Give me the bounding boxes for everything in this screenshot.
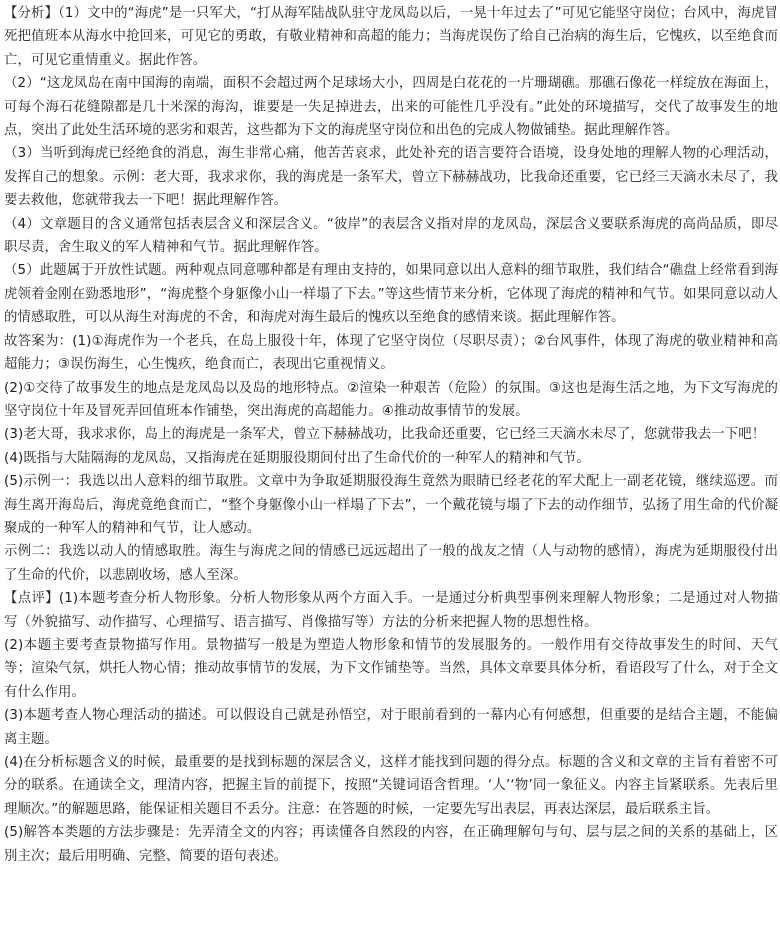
- analysis-paragraph-3: （3）当听到海虎已经绝食的消息，海生非常心痛，他苦苦哀求，此处补充的语言要符合语境，设身处地的理解人物的心理活动，发挥自己的想象。示例：老大哥，我求求你，我的海虎是一条军犬，曾立下赫赫战功，比我命还重要，它已经三天滴水未尽了，我要去救他，您就带我去一下吧！据此理解作答。: [4, 146, 778, 209]
- analysis-paragraph-4: （4）文章题目的含义通常包括表层含义和深层含义。“彼岸”的表层含义指对岸的龙凤岛，深层含义要联系海虎的高尚品质，即尽职尽责，舍生取义的军人精神和气节。据此理解作答。: [4, 216, 778, 256]
- answer-paragraph-4: (4)既指与大陆隔海的龙凤岛，又指海虎在延期服役期间付出了生命代价的一种军人的精神和气节。: [4, 450, 590, 466]
- answer-paragraph-3: (3)老大哥，我求求你，岛上的海虎是一条军犬，曾立下赫赫战功，比我命还重要，它已经三天滴水未尽了，您就带我去一下吧！: [4, 427, 766, 443]
- comment-paragraph-2: (2)本题主要考查景物描写作用。景物描写一般是为塑造人物形象和情节的发展服务的。一般作用有交待故事发生的时间、天气等；渲染气氛，烘托人物心情；推动故事情节的发展，为下文作铺垫等。当然，具体文章要具体分析，看语段写了什么，对于全文有什么作用。: [4, 637, 778, 700]
- comment-paragraph-1: 【点评】(1)本题考查分析人物形象。分析人物形象从两个方面入手。一是通过分析典型事例来理解人物形象；二是通过对人物描写（外貌描写、动作描写、心理描写、语言描写、肖像描写等）方法的分析来把握人物的思想性格。: [4, 591, 778, 630]
- answer-paragraph-2: (2)①交待了故事发生的地点是龙凤岛以及岛的地形特点。②渲染一种艰苦（危险）的氛围。③这也是海生活之地，为下文写海虎的坚守岗位十年及冒死弄回值班本作铺垫，突出海虎的高超能力。④推动故事情节的发展。: [4, 380, 778, 419]
- answer-paragraph-5-example-2: 示例二：我选以动人的情感取胜。海生与海虎之间的情感已远远超出了一般的战友之情（人与动物的感情），海虎为延期服役付出了生命的代价，以悲剧收场，感人至深。: [4, 544, 778, 583]
- answer-paragraph-5-example-1: (5)示例一：我选以出人意料的细节取胜。文章中为争取延期服役海生竟然为眼睛已经老花的军犬配上一副老花镜，继续巡逻。而海生离开海岛后，海虎竟绝食而亡，“整个身躯像小山一样塌了下去”，一个戴花镜与塌了下去的动作细节，弘扬了用生命的代价凝聚成的一种军人的精神和气节，让人感动。: [4, 474, 778, 536]
- analysis-paragraph-5: （5）此题属于开放性试题。两种观点同意哪种都是有理由支持的，如果同意以出人意料的细节取胜，我们结合“礁盘上经常看到海虎领着金刚在勁悉地形”，“海虎整个身躯像小山一样塌了下去。”等这些情节来分析，它体现了海虎的精神和气节。如果同意以动人的情感取胜，可以从海生对海虎的不舍，和海虎对海生最后的愧疚以至绝食的感情来谈。据此理解作答。: [4, 263, 778, 326]
- analysis-paragraph-1: 【分析】（1）文中的“海虎”是一只军犬，“打从海军陆战队驻守龙凤岛以后，一晃十年过去了”可见它能坚守岗位；台风中，海虎冒死把值班本从海水中抢回来，可见它的勇敢，有敬业精神和高超的能力；当海虎误伤了给自己治病的海生后，它愧疚，以至绝食而亡，可见它重情重义。据此作答。: [4, 6, 778, 68]
- comment-paragraph-5: (5)解答本类题的方法步骤是：先弄清全文的内容；再读懂各自然段的内容，在正确理解句与句、层与层之间的关系的基础上，区別主次；最后用明确、完整、简要的语句表述。: [4, 825, 778, 864]
- comment-paragraph-3: (3)本题考查人物心理活动的描述。可以假设自己就是孙悟空，对于眼前看到的一幕内心有何感想，但重要的是结合主题，不能偏离主题。: [4, 708, 778, 747]
- comment-paragraph-4: (4)在分析标题含义的时候，最重要的是找到标题的深层含义，这样才能找到问题的得分点。标题的含义和文章的主旨有着密不可分的联系。在通读全文，理清内容，把握主旨的前提下，按照“关键词语含哲理。‘人’‘物’同一象征义。内容主旨紧联系。先表后里理顺次。”的解题思路，能保证相关题目不丢分。注意：在答题的时候，一定要先写出表层，再表达深层，最后联系主旨。: [4, 755, 778, 817]
- answer-paragraph-1: 故答案为：(1)①海虎作为一个老兵，在岛上服役十年，体现了它坚守岗位（尽职尽责）；②台风事件，体现了海虎的敬业精神和高超能力；③误伤海生，心生愧疚，绝食而亡，表现出它重视情义。: [4, 333, 778, 373]
- analysis-paragraph-2: （2）“这龙凤岛在南中国海的南端，面积不会超过两个足球场大小，四周是白花花的一片珊瑚礁。那礁石像花一样绽放在海面上，可每个海石花缝隙都是几十米深的海沟，谁要是一失足掉进去，出来的可能性几乎没有。”此处的环境描写，交代了故事发生的地点，突出了此处生活环境的恶劣和艰苦，这些都为下文的海虎坚守岗位和出色的完成人物做铺垫。据此理解作答。: [4, 76, 778, 139]
